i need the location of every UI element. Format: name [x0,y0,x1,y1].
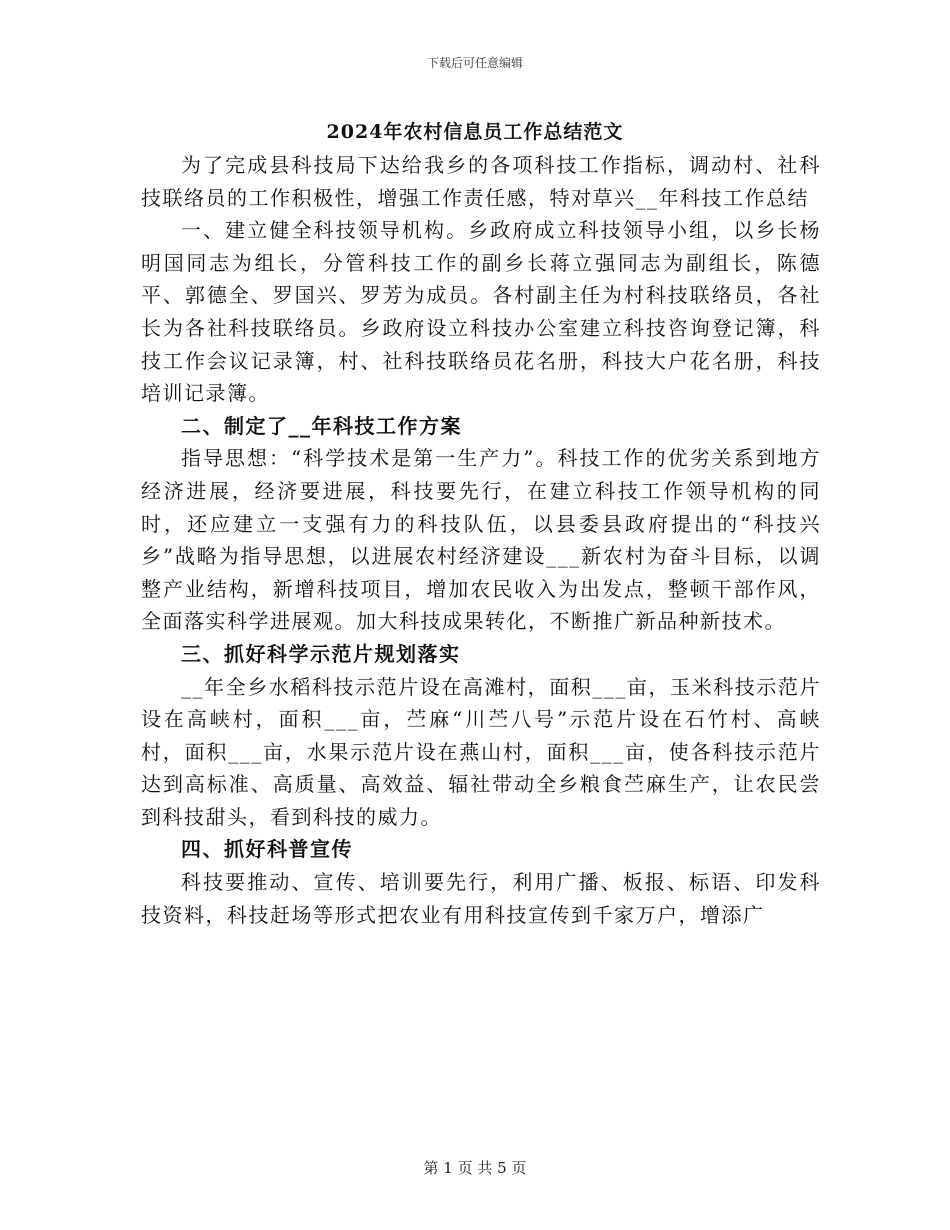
section-heading: 三、抓好科学示范片规划落实 [181,641,461,666]
document-title: 2024年农村信息员工作总结范文 [326,121,624,143]
section-paragraph: 科技要推动、宣传、培训要先行，利用广播、板报、标语、印发科技资料，科技赶场等形式把农业有用科技宣传到千家万户，增添广 [141,870,821,927]
section-heading: 二、制定了__年科技工作方案 [181,413,462,438]
page-footer: 第 1 页 共 5 页 [423,1159,527,1177]
section-heading: 四、抓好科普宣传 [181,837,353,862]
header-note: 下载后可任意编辑 [426,56,523,70]
section-paragraph: 指导思想：“科学技术是第一生产力”。科技工作的优劣关系到地方经济进展，经济要进展，科技要先行，在建立科技工作领导机构的同时，还应建立一支强有力的科技队伍，以县委县政府提出的“科技兴乡”战略为指导思想，以进展农村经济建设___新农村为奋斗目标，以调整产业结构，新增科技项目，增加农民收入为出发点，整顿干部作风，全面落实科学进展观。加大科技成果转化，不断推广新品种新技术。 [141,446,821,634]
section-one-paragraph: 一、建立健全科技领导机构。乡政府成立科技领导小组，以乡长杨明国同志为组长，分管科技工作的副乡长蒋立强同志为副组长，陈德平、郭德全、罗国兴、罗芳为成员。各村副主任为村科技联络员，各社长为各社科技联络员。乡政府设立科技办公室建立科技咨询登记簿，科技工作会议记录簿，村、社科技联络员花名册，科技大户花名册，科技培训记录簿。 [141,218,821,406]
document-body [141,149,821,931]
intro-paragraph: 为了完成县科技局下达给我乡的各项科技工作指标，调动村、社科技联络员的工作积极性，增强工作责任感，特对草兴__年科技工作总结 [141,153,821,210]
section-paragraph: __年全乡水稻科技示范片设在高滩村，面积___亩，玉米科技示范片设在高峡村，面积___亩，苎麻“川苎八号”示范片设在石竹村、高峡村，面积___亩，水果示范片设在燕山村，面积___亩，使各科技示范片达到高标准、高质量、高效益、辐社带动全乡粮食苎麻生产，让农民尝到科技甜头，看到科技的威力。 [141,674,821,829]
